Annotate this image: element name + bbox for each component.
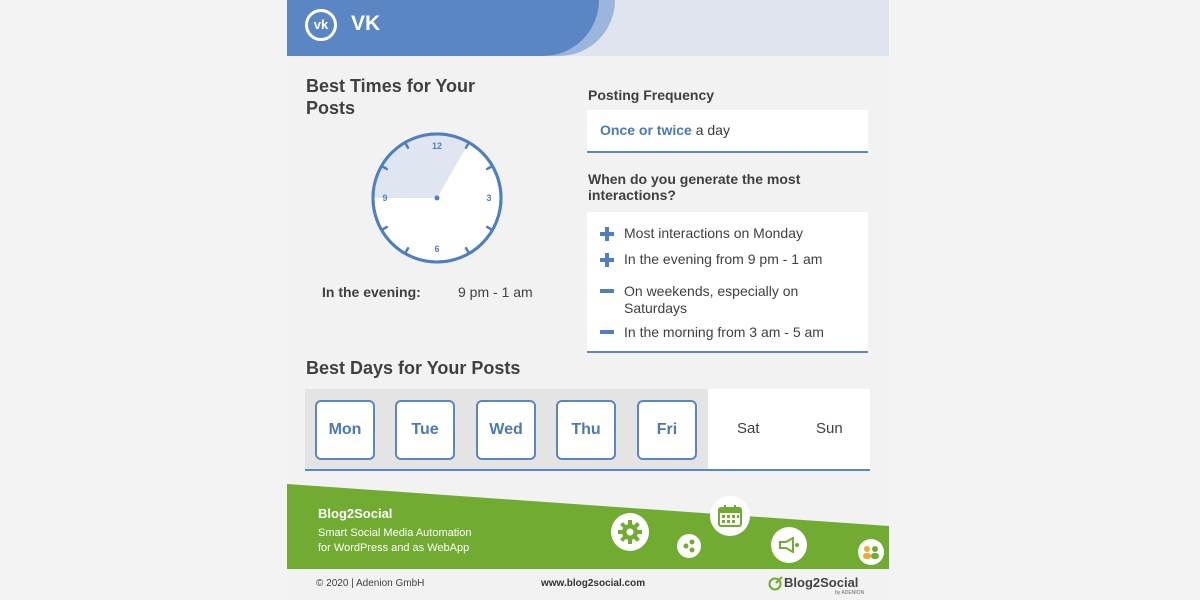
day-sun: Sun: [816, 420, 843, 437]
website-link[interactable]: www.blog2social.com: [541, 578, 646, 589]
clock-label-6: 6: [434, 244, 440, 254]
day-sat: Sat: [737, 420, 760, 437]
clock-icon: [367, 128, 507, 268]
minus-icon: [600, 284, 614, 298]
best-times-title: Best Times for Your Posts: [306, 76, 476, 118]
clock-label-12: 12: [431, 141, 443, 151]
vk-logo-icon: vk: [305, 9, 337, 41]
footer-brand: Blog2Social: [318, 506, 393, 521]
interactions-title: When do you generate the most interactions?: [588, 171, 801, 203]
tagline-line-1: Smart Social Media Automation: [318, 527, 472, 539]
gear-icon: [611, 513, 649, 551]
clock-label-3: 3: [486, 193, 492, 203]
interaction-item: [624, 225, 859, 242]
footer-tagline: [318, 526, 558, 556]
frequency-rest: a day: [695, 122, 730, 138]
blog2social-logo-icon: [768, 576, 783, 591]
interaction-text: On weekends, especially on Saturdays: [624, 283, 799, 316]
interaction-item: [624, 283, 859, 317]
best-days-title: Best Days for Your Posts: [306, 358, 521, 378]
tagline-line-2: for WordPress and as WebApp: [318, 542, 470, 554]
interaction-text: In the evening from 9 pm - 1 am: [624, 251, 823, 267]
megaphone-icon: [771, 527, 807, 563]
best-time-value: 9 pm - 1 am: [458, 284, 533, 300]
day-fri: Fri: [637, 400, 697, 460]
frequency-emphasis: Once or twice: [600, 122, 692, 138]
plus-icon: [600, 227, 614, 241]
people-icon: [858, 539, 884, 565]
plus-icon: [600, 253, 614, 267]
posting-frequency-box: [587, 110, 868, 153]
copyright-text: © 2020 | Adenion GmbH: [316, 578, 425, 589]
day-thu: Thu: [556, 400, 616, 460]
best-time-label: In the evening:: [322, 284, 421, 300]
day-mon: Mon: [315, 400, 375, 460]
footer-logo-sub: by ADENION: [835, 590, 865, 596]
day-tue: Tue: [395, 400, 455, 460]
interaction-item: [624, 324, 859, 341]
network-title: VK: [351, 12, 381, 35]
day-wed: Wed: [476, 400, 536, 460]
interaction-text: In the morning from 3 am - 5 am: [624, 324, 824, 340]
calendar-icon: [710, 496, 750, 536]
interaction-text: Most interactions on Monday: [624, 225, 803, 241]
posting-frequency-title: Posting Frequency: [588, 87, 715, 103]
interactions-box: [587, 212, 868, 353]
infographic-card: [287, 0, 889, 600]
share-icon: [677, 534, 701, 558]
footer-logo: Blog2Social: [784, 575, 859, 590]
minus-icon: [600, 325, 614, 339]
clock-label-9: 9: [382, 193, 388, 203]
interaction-item: [624, 251, 859, 268]
